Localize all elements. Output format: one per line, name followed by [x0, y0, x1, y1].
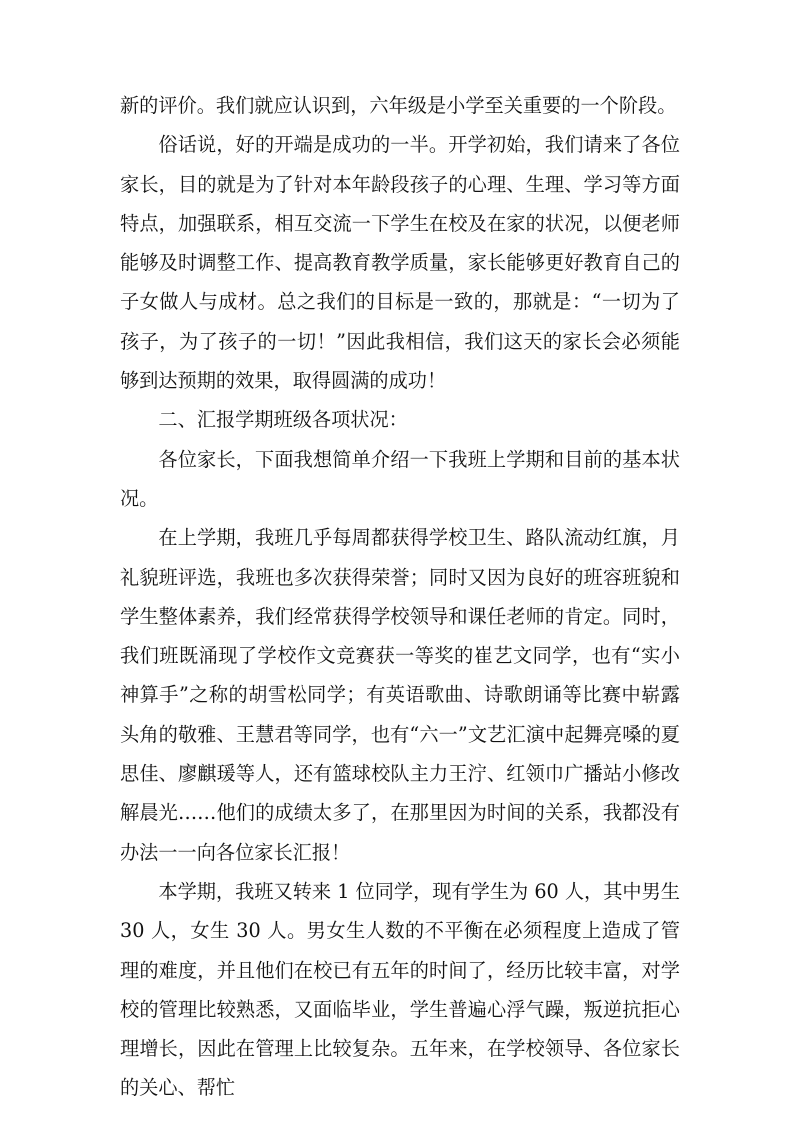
paragraph-intro: 各位家长，下面我想简单介绍一下我班上学期和目前的基本状况。	[120, 447, 680, 510]
paragraph-continuation: 新的评价。我们就应认识到，六年级是小学至关重要的一个阶段。	[120, 94, 677, 117]
paragraph-opening: 俗话说，好的开端是成功的一半。开学初始，我们请来了各位家长，目的就是为了针对本年龄段孩子的心理、生理、学习等方面特点，加强联系，相互交流一下学生在校及在家的状况，以便老师能够及时调整工作、提高教育教学质量，家长能够更好教育自己的子女做人与成材。总之我们的目标是一致的，那就是：“一切为了孩子，为了孩子的一切！”因此我相信，我们这天的家长会必须能够到达预期的效果，取得圆满的成功！	[120, 133, 680, 393]
document-body	[120, 86, 680, 1108]
paragraph-last-semester: 在上学期，我班几乎每周都获得学校卫生、路队流动红旗，月礼貌班评选，我班也多次获得荣誉；同时又因为良好的班容班貌和学生整体素养，我们经常获得学校领导和课任老师的肯定。同时，我们班既涌现了学校作文竞赛获一等奖的崔艺文同学，也有“实小神算手”之称的胡雪松同学；有英语歌曲、诗歌朗诵等比赛中崭露头角的敬雅、王慧君等同学，也有“六一”文艺汇演中起舞亮嗓的夏思佳、廖麒瑗等人，还有篮球校队主力王泞、红领巾广播站小修改解晨光……他们的成绩太多了，在那里因为时间的关系，我都没有办法一一向各位家长汇报！	[120, 526, 680, 864]
section-heading: 二、汇报学期班级各项状况：	[158, 408, 408, 432]
paragraph-this-semester: 本学期，我班又转来 1 位同学，现有学生为 60 人，其中男生 30 人，女生 30 人。男女生人数的不平衡在必须程度上造成了管理的难度，并且他们在校已有五年的时间了，经历比较丰富，对学校的管理比较熟悉，又面临毕业，学生普遍心浮气躁，叛逆抗拒心理增长，因此在管理上比较复杂。五年来，在学校领导、各位家长的关心、帮忙	[120, 879, 680, 1100]
